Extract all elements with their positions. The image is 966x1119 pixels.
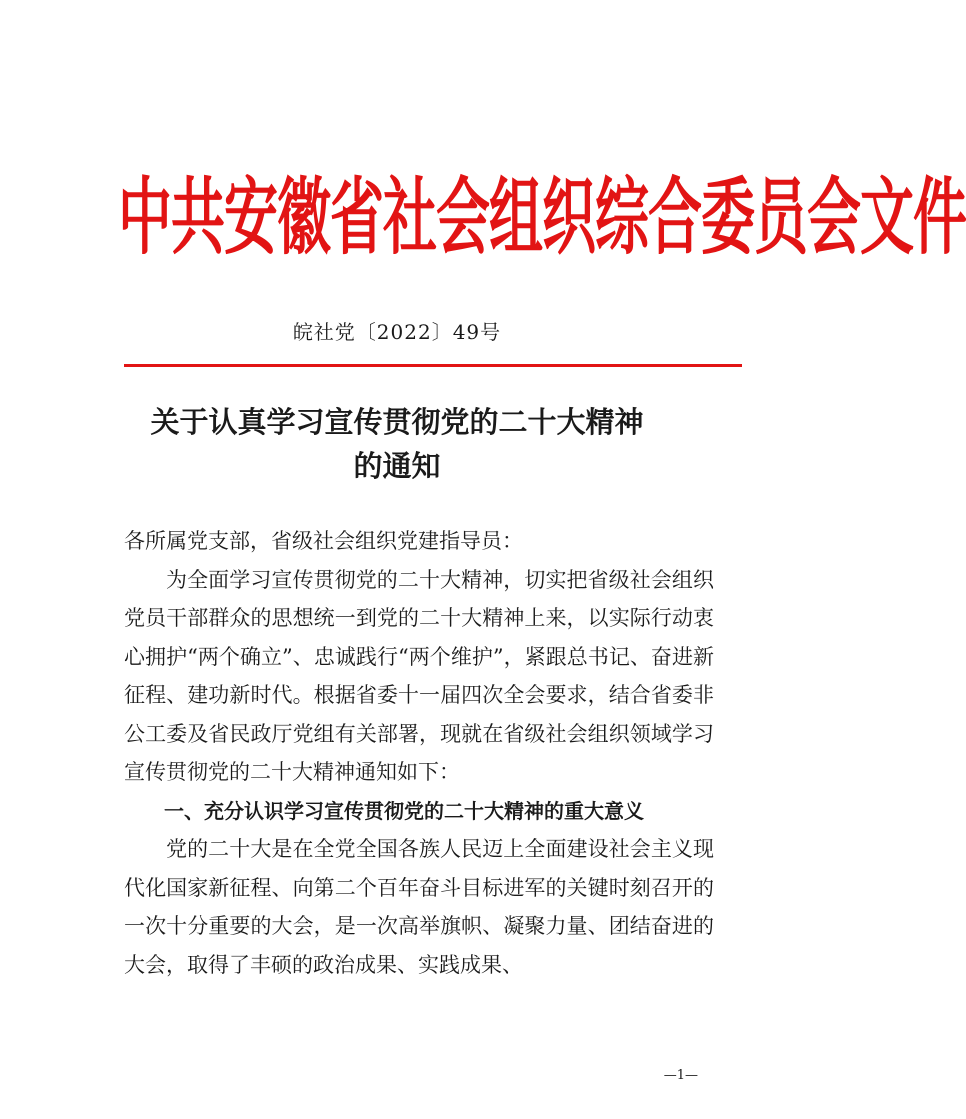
notice-title-line-2: 的通知: [353, 449, 441, 483]
paragraph-significance: 党的二十大是在全党全国各族人民迈上全面建设社会主义现代化国家新征程、向第二个百年奋斗目标进军的关键时刻召开的一次十分重要的大会，是一次高举旗帜、凝聚力量、团结奋进的大会，取得了丰硕的政治成果、实践成果、: [124, 837, 714, 977]
document-body: [124, 522, 714, 984]
section-heading-1: 一、充分认识学习宣传贯彻党的二十大精神的重大意义: [164, 798, 644, 823]
notice-title-line-1: 关于认真学习宣传贯彻党的二十大精神: [150, 405, 644, 439]
notice-title: [0, 400, 794, 488]
document-number: 皖社党〔2022〕49号: [292, 320, 502, 344]
red-separator-line: [124, 364, 742, 367]
salutation: 各所属党支部，省级社会组织党建指导员：: [124, 529, 523, 553]
masthead-title: 中共安徽省社会组织综合委员会文件: [118, 168, 966, 267]
page-number: —1—: [663, 1068, 698, 1083]
paragraph-intro: 为全面学习宣传贯彻党的二十大精神，切实把省级社会组织党员干部群众的思想统一到党的二十大精神上来，以实际行动衷心拥护“两个确立”、忠诚践行“两个维护”，紧跟总书记、奋进新征程、建功新时代。根据省委十一届四次全会要求，结合省委非公工委及省民政厅党组有关部署，现就在省级社会组织领域学习宣传贯彻党的二十大精神通知如下：: [124, 567, 714, 784]
